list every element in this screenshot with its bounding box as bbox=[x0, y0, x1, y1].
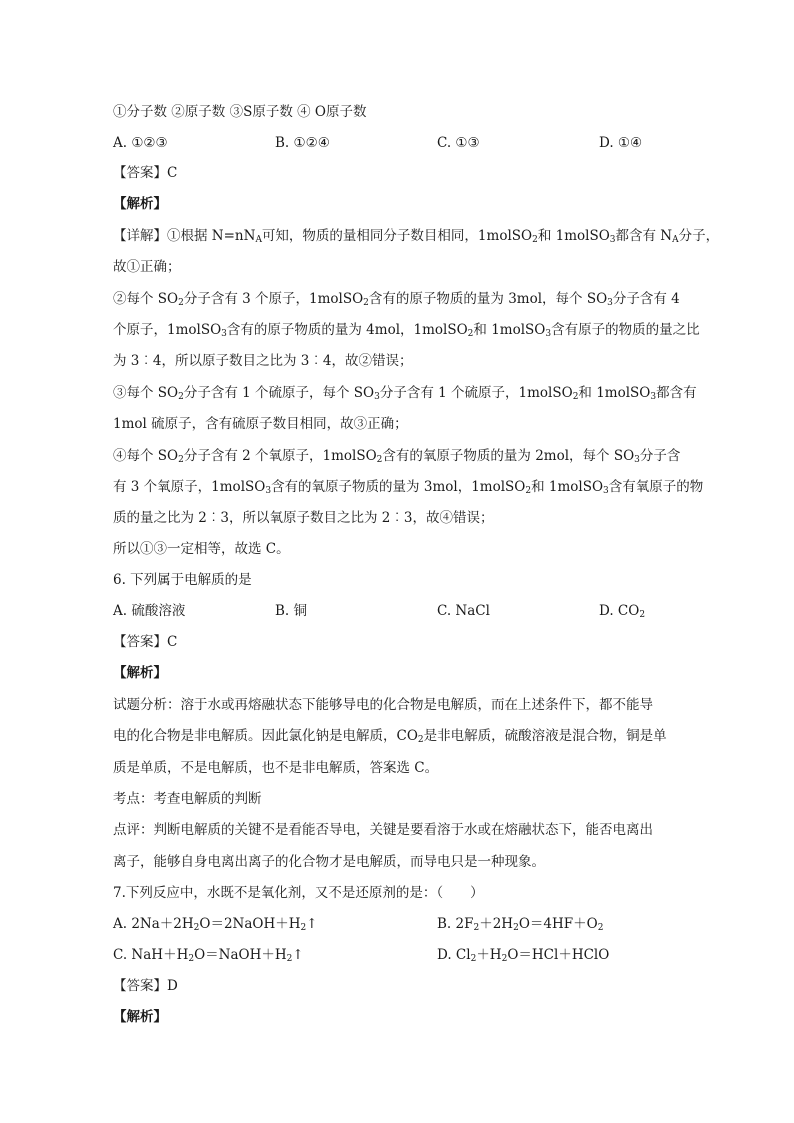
q5-point4-line-3: 质的量之比为 2︰3，所以氧原子数目之比为 2︰3，故④错误； bbox=[113, 510, 494, 526]
q6-answer: 【答案】C bbox=[113, 634, 178, 650]
q5-detail-line-1: 【详解】①根据 $N=nN_A$可知，物质的量相同分子数目相同，1molSO$_2$和 1molSO$_3$都含有 $N_A$分子， bbox=[113, 228, 720, 245]
q6-option-a: A. 硫酸溶液 bbox=[113, 603, 186, 619]
q5-point4-line-1: ④每个 $SO_2$分子含有 2 个氧原子，1molSO$_2$含有的氧原子物质的量为 2mol，每个 $SO_3$分子含 bbox=[113, 448, 681, 465]
q7-option-b: B. $2F_2+2H_2O=4HF+O_2$ bbox=[437, 916, 604, 933]
q6-stem: 6. 下列属于电解质的是 bbox=[113, 572, 252, 588]
q5-point2-line-2: 个原子，1molSO$_3$含有的原子物质的量为 4mol，1molSO$_2$和 1molSO$_3$含有原子的物质的量之比 bbox=[113, 322, 700, 339]
q6-option-d: D. $CO_2$ bbox=[599, 603, 646, 620]
q5-option-b: B. ①②④ bbox=[275, 135, 330, 151]
q6-analysis-line-1: 试题分析：溶于水或再熔融状态下能够导电的化合物是电解质，而在上述条件下，都不能导 bbox=[113, 697, 653, 713]
q6-analysis-heading: 【解析】 bbox=[113, 665, 167, 681]
q5-point3-line-1: ③每个 $SO_2$分子含有 1 个硫原子，每个 $SO_3$分子含有 1 个硫原子，1molSO$_2$和 1molSO$_3$都含有 bbox=[113, 385, 697, 402]
q5-option-a: A. ①②③ bbox=[113, 135, 168, 151]
q5-option-c: C. ①③ bbox=[437, 135, 480, 151]
q6-comment-line-2: 离子，能够自身电离出离子的化合物才是电解质，而导电只是一种现象。 bbox=[113, 854, 545, 870]
q7-option-c: C. $NaH+H_2O=NaOH+H_2↑$ bbox=[113, 947, 304, 964]
q5-option-d: D. ①④ bbox=[599, 135, 643, 151]
q7-analysis-heading: 【解析】 bbox=[113, 1009, 167, 1025]
q5-point2-line-3: 为 3︰4，所以原子数目之比为 3︰4，故②错误； bbox=[113, 353, 413, 369]
q6-kaodian: 考点：考查电解质的判断 bbox=[113, 791, 262, 807]
q5-conclusion: 所以①③一定相等，故选 C。 bbox=[113, 541, 290, 557]
q6-analysis-line-3: 质是单质，不是电解质，也不是非电解质，答案选 C。 bbox=[113, 760, 439, 776]
q7-option-d: D. $Cl_2+H_2O=HCl+HClO$ bbox=[437, 947, 610, 964]
q5-options-line: ①分子数 ②原子数 ③S原子数 ④ O原子数 bbox=[113, 104, 367, 120]
q6-option-c: C. NaCl bbox=[437, 603, 490, 619]
q7-stem: 7.下列反应中，水既不是氧化剂，又不是还原剂的是：（ ） bbox=[113, 885, 484, 901]
q5-analysis-heading: 【解析】 bbox=[113, 196, 167, 212]
q5-point4-line-2: 有 3 个氧原子，1molSO$_3$含有的氧原子物质的量为 3mol，1molSO$_2$和 1molSO$_3$含有氧原子的物 bbox=[113, 479, 704, 496]
q6-analysis-line-2: 电的化合物是非电解质。因此氯化钠是电解质，$CO_2$是非电解质，硫酸溶液是混合物，铜是单 bbox=[113, 728, 667, 745]
q7-option-a: A. $2Na+2H_2O=2NaOH+H_2↑$ bbox=[113, 916, 318, 933]
q5-detail-line-2: 故①正确； bbox=[113, 259, 181, 275]
q6-option-b: B. 铜 bbox=[275, 603, 308, 619]
q5-point2-line-1: ②每个 $SO_2$分子含有 3 个原子，1molSO$_2$含有的原子物质的量为 3mol，每个 $SO_3$分子含有 4 bbox=[113, 291, 680, 308]
q5-point3-line-2: 1mol 硫原子，含有硫原子数目相同，故③正确； bbox=[113, 416, 408, 432]
q6-comment-line-1: 点评：判断电解质的关键不是看能否导电，关键是要看溶于水或在熔融状态下，能否电离出 bbox=[113, 822, 653, 838]
q5-answer: 【答案】C bbox=[113, 165, 178, 181]
q7-answer: 【答案】D bbox=[113, 978, 178, 994]
